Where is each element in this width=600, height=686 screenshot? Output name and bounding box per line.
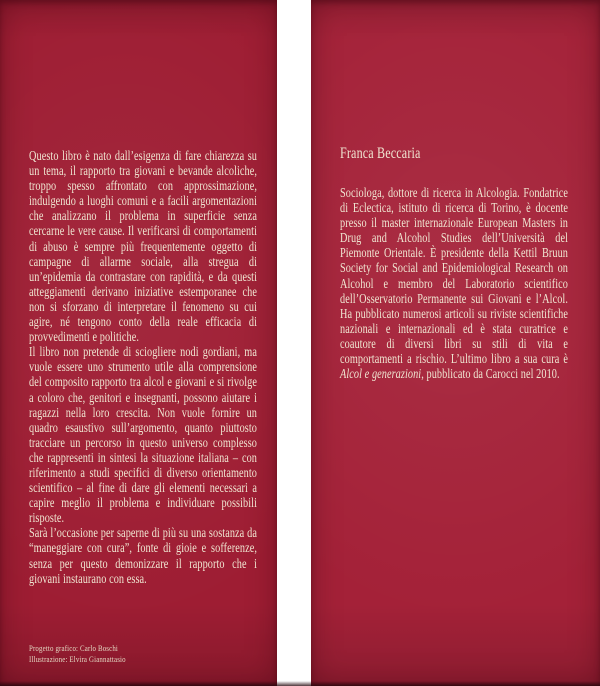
colophon-credits (29, 643, 197, 665)
right-flap-panel (311, 0, 600, 686)
description-paragraph-2: Il libro non pretende di sciogliere nodi gordiani, ma vuole essere uno strumento utile alla comprensione del composito rapporto tra alcol e giovani e si rivolge a coloro che, genitori e insegnanti, possono aiutare i ragazzi nella loro crescita. Non vuole fornire un quadro esaustivo sull’argomento, quanto piuttosto tracciare un percorso in questo universo complesso che rappresenti in sintesi la situazione italiana – con riferimento a studi specifici di diverso orientamento scientifico – al fine di dare gli elementi necessari a capire meglio il problema e individuare possibili risposte. (29, 344, 257, 526)
author-bio-paragraph (340, 185, 568, 381)
author-bio (340, 185, 568, 381)
bio-book-title: Alcol e generazioni (340, 366, 422, 382)
author-name: Franca Beccaria (340, 145, 421, 162)
description-paragraph-1: Questo libro è nato dall’esigenza di fare chiarezza su un tema, il rapporto tra giovani e bevande alcoliche, troppo spesso affrontato con approssimazione, indulgendo a luoghi comuni e a facili argomentazioni che analizzano il problema in superficie senza cercarne le vere cause. Il verificarsi di comportamenti di abuso è sempre più frequentemente oggetto di campagne di allarme sociale, alla stregua di un’epidemia da contrastare con rapidità, e da questi atteggiamenti derivano iniziative estemporanee che non si sforzano di interpretare il fenomeno su cui agire, né tengono conto della reale efficacia di provvedimenti e politiche. (29, 148, 257, 345)
credit-line-graphic-design: Progetto grafico: Carlo Boschi (29, 643, 119, 653)
left-flap-panel (0, 0, 277, 686)
credit-line-illustration: Illustrazione: Elvira Giannattasio (29, 654, 126, 664)
bio-text-end: , pubblicato da Carocci nel 2010. (421, 366, 560, 382)
description-paragraph-3: Sarà l’occasione per saperne di più su una sostanza da “maneggiare con cura”, fonte di gioie e sofferenze, senza per questo demonizzare il rapporto che i giovani instaurano con essa. (29, 525, 257, 586)
flap-description (29, 148, 257, 586)
bio-text: Sociologa, dottore di ricerca in Alcologia. Fondatrice di Eclectica, istituto di ricerca di Torino, è docente presso il master internazionale European Masters in Drug and Alcohol Studies dell’Università del Piemonte Orientale. È presidente della Kettil Bruun Society for Social and Epidemiological Research on Alcohol e membro del Laboratorio scientifico dell’Osservatorio Permanente sui Giovani e l’Alcol. Ha pubblicato numerosi articoli su riviste scientifiche nazionali e internazionali ed è stata curatrice e coautore di diversi libri su stili di vita e comportamenti a rischio. L’ultimo libro a sua cura è (340, 185, 568, 367)
